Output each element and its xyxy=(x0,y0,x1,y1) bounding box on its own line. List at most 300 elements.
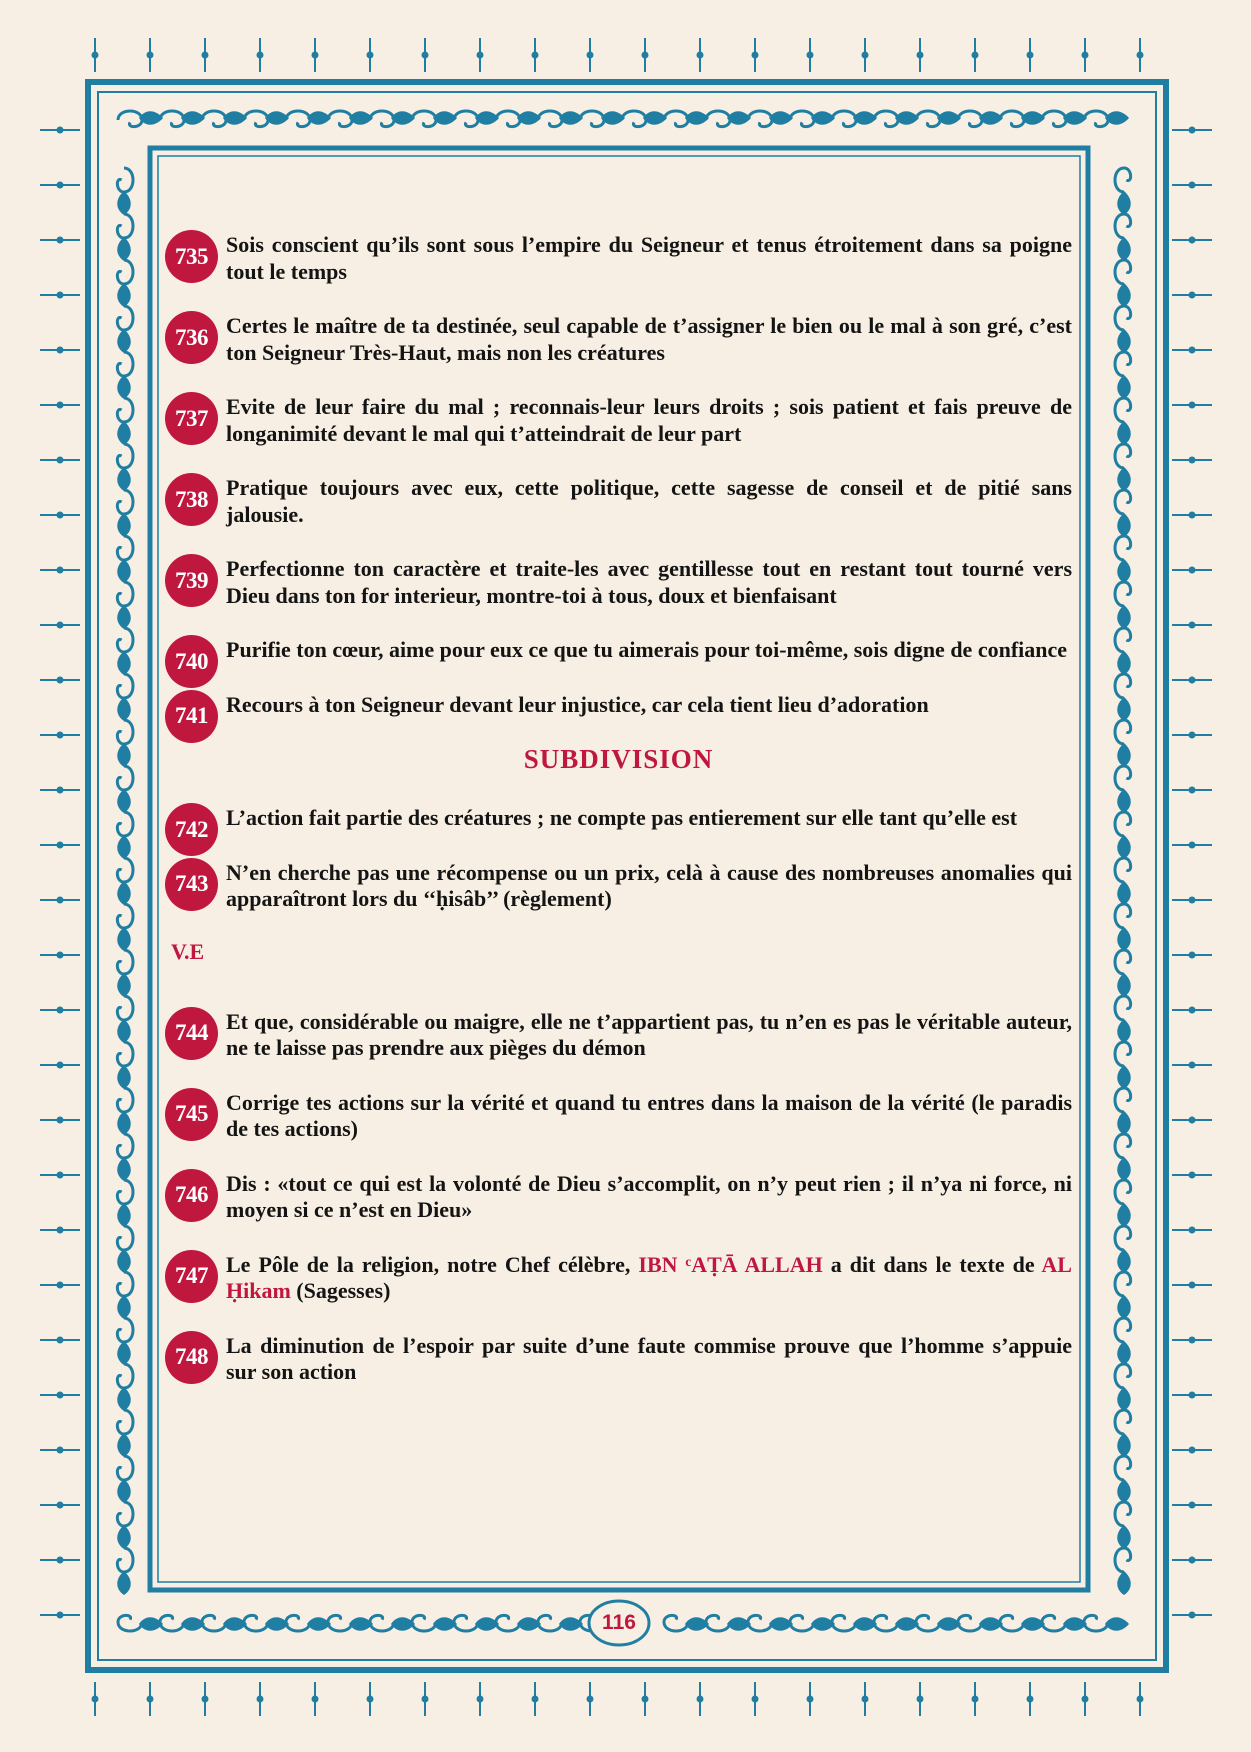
page-number: 116 xyxy=(602,1611,636,1634)
left-margin-tick-dot xyxy=(57,1447,63,1453)
left-scroll-leaf xyxy=(117,1525,131,1549)
left-scroll-curl xyxy=(117,1318,133,1342)
right-scroll-leaf xyxy=(1117,697,1131,721)
left-scroll-leaf xyxy=(117,1295,131,1319)
bottom-margin-tick-dot xyxy=(312,1696,318,1702)
right-scroll-curl xyxy=(1115,1134,1131,1158)
entry-text xyxy=(226,473,1072,528)
left-scroll-curl xyxy=(117,444,133,468)
bottom-scroll-curl xyxy=(664,1615,688,1631)
left-scroll-curl xyxy=(117,1272,133,1296)
bottom-scroll-curl xyxy=(496,1615,520,1631)
top-scroll-curl xyxy=(286,111,310,127)
left-scroll-leaf xyxy=(117,1203,131,1227)
right-margin-tick-dot xyxy=(1189,1392,1195,1398)
bottom-margin-tick-dot xyxy=(202,1696,208,1702)
bottom-scroll-curl xyxy=(328,1615,352,1631)
right-scroll-leaf xyxy=(1117,1525,1131,1549)
top-scroll-curl xyxy=(328,111,352,127)
top-margin-tick-dot xyxy=(697,52,703,58)
bottom-scroll-curl xyxy=(1042,1615,1066,1631)
text-run: N’en cherche pas une récompense ou un prix, celà à cause des nombreuses anomalies qui apparaîtront lors du ‘‘ḥisâb’’ (règlement) xyxy=(226,859,1072,911)
right-scroll-leaf xyxy=(1117,1203,1131,1227)
top-scroll-curl xyxy=(160,111,184,127)
left-margin-tick-dot xyxy=(57,1502,63,1508)
right-scroll-curl xyxy=(1115,1180,1131,1204)
left-scroll-curl xyxy=(117,628,133,652)
text-run: Sois conscient qu’ils sont sous l’empire du Seigneur et tenus étroitement dans sa poigne tout le temps xyxy=(226,232,1072,284)
right-margin-tick-dot xyxy=(1189,1172,1195,1178)
right-scroll-curl xyxy=(1115,628,1131,652)
entry-number-badge: 737 xyxy=(165,392,218,445)
left-margin-tick-dot xyxy=(57,567,63,573)
right-margin-tick-dot xyxy=(1189,787,1195,793)
left-scroll-leaf xyxy=(117,467,131,491)
left-scroll-curl xyxy=(117,858,133,882)
right-scroll-leaf xyxy=(1117,1295,1131,1319)
right-scroll-curl xyxy=(1115,1272,1131,1296)
right-scroll-leaf xyxy=(1117,375,1131,399)
maxim-entry xyxy=(165,311,1072,366)
text-run: Certes le maître de ta destinée, seul capable de t’assigner le bien ou le mal à son gré, c’est ton Seigneur Très-Haut, mais non les créatures xyxy=(226,313,1072,365)
entries-group-a xyxy=(165,230,1072,728)
maxim-entry xyxy=(165,858,1072,913)
top-margin-tick-dot xyxy=(972,52,978,58)
left-scroll-leaf xyxy=(117,1571,131,1595)
top-margin-tick-dot xyxy=(1027,52,1033,58)
left-scroll-curl xyxy=(117,950,133,974)
right-margin-tick-dot xyxy=(1189,347,1195,353)
entry-text xyxy=(226,1169,1072,1224)
right-scroll-curl xyxy=(1115,398,1131,422)
top-scroll-curl xyxy=(496,111,520,127)
top-margin-tick-dot xyxy=(202,52,208,58)
right-scroll-leaf xyxy=(1117,927,1131,951)
right-scroll-curl xyxy=(1115,536,1131,560)
right-scroll-leaf xyxy=(1117,1249,1131,1273)
entry-number-badge: 742 xyxy=(165,803,218,856)
right-scroll-leaf xyxy=(1117,1387,1131,1411)
bottom-scroll-curl xyxy=(412,1615,436,1631)
left-scroll-curl xyxy=(117,168,133,192)
right-scroll-leaf xyxy=(1117,881,1131,905)
top-margin-tick-dot xyxy=(367,52,373,58)
left-scroll-leaf xyxy=(117,329,131,353)
left-scroll-leaf xyxy=(117,1433,131,1457)
left-scroll-curl xyxy=(117,582,133,606)
right-scroll-curl xyxy=(1115,812,1131,836)
left-margin-tick-dot xyxy=(57,787,63,793)
left-scroll-leaf xyxy=(117,881,131,905)
left-margin-tick-dot xyxy=(57,347,63,353)
left-scroll-curl xyxy=(117,1502,133,1526)
top-margin-tick-dot xyxy=(862,52,868,58)
right-scroll-curl xyxy=(1115,260,1131,284)
top-margin-tick-dot xyxy=(257,52,263,58)
left-scroll-curl xyxy=(117,1088,133,1112)
bottom-margin-tick-dot xyxy=(587,1696,593,1702)
bottom-scroll-curl xyxy=(958,1615,982,1631)
entry-text xyxy=(226,392,1072,447)
highlighted-name: IBN ᶜAṬĀ ALLAH xyxy=(638,1251,823,1277)
entry-text xyxy=(226,554,1072,609)
left-scroll-curl xyxy=(117,1456,133,1480)
left-margin-tick-dot xyxy=(57,897,63,903)
left-scroll-leaf xyxy=(117,237,131,261)
left-scroll-leaf xyxy=(117,283,131,307)
right-margin-tick-dot xyxy=(1189,1062,1195,1068)
top-scroll-curl xyxy=(874,111,898,127)
left-scroll-leaf xyxy=(117,605,131,629)
left-margin-tick-dot xyxy=(57,952,63,958)
right-scroll-curl xyxy=(1115,1042,1131,1066)
left-margin-tick-dot xyxy=(57,1392,63,1398)
bottom-margin-tick-dot xyxy=(1082,1696,1088,1702)
left-scroll-curl xyxy=(117,812,133,836)
right-margin-tick-dot xyxy=(1189,677,1195,683)
top-margin-tick-dot xyxy=(532,52,538,58)
right-margin-tick-dot xyxy=(1189,952,1195,958)
right-scroll-leaf xyxy=(1117,973,1131,997)
left-scroll-leaf xyxy=(117,743,131,767)
bottom-margin-tick-dot xyxy=(422,1696,428,1702)
right-margin-tick-dot xyxy=(1189,1337,1195,1343)
top-margin-tick-dot xyxy=(807,52,813,58)
left-scroll-curl xyxy=(117,1042,133,1066)
right-margin-tick-dot xyxy=(1189,237,1195,243)
maxim-entry xyxy=(165,635,1072,674)
entry-number-badge: 738 xyxy=(165,473,218,526)
top-scroll-curl xyxy=(790,111,814,127)
right-scroll-leaf xyxy=(1117,237,1131,261)
left-scroll-curl xyxy=(117,720,133,744)
entry-text xyxy=(226,1088,1072,1143)
right-scroll-curl xyxy=(1115,1502,1131,1526)
maxim-entry xyxy=(165,1088,1072,1143)
right-margin-tick-dot xyxy=(1189,1557,1195,1563)
maxim-entry xyxy=(165,1169,1072,1224)
top-scroll-curl xyxy=(202,111,226,127)
right-scroll-curl xyxy=(1115,1548,1131,1572)
top-scroll-curl xyxy=(664,111,688,127)
left-scroll-leaf xyxy=(117,651,131,675)
left-scroll-leaf xyxy=(117,927,131,951)
top-scroll-curl xyxy=(832,111,856,127)
left-margin-tick-dot xyxy=(57,292,63,298)
highlighted-name: AL Ḥikam xyxy=(226,1251,1072,1303)
right-margin-tick-dot xyxy=(1189,457,1195,463)
left-margin-tick-dot xyxy=(57,732,63,738)
right-margin-tick-dot xyxy=(1189,1117,1195,1123)
maxim-entry xyxy=(165,1250,1072,1305)
bottom-scroll-curl xyxy=(454,1615,478,1631)
top-margin-tick-dot xyxy=(642,52,648,58)
maxim-entry xyxy=(165,473,1072,528)
left-scroll-leaf xyxy=(117,1341,131,1365)
bottom-margin-tick-dot xyxy=(532,1696,538,1702)
right-scroll-curl xyxy=(1115,490,1131,514)
left-scroll-leaf xyxy=(117,973,131,997)
left-scroll-curl xyxy=(117,674,133,698)
right-scroll-leaf xyxy=(1117,191,1131,215)
text-run: Le Pôle de la religion, notre Chef célèbre, xyxy=(226,1251,639,1277)
right-scroll-leaf xyxy=(1117,1157,1131,1181)
left-scroll-leaf xyxy=(117,1065,131,1089)
text-run: Perfectionne ton caractère et traite-les avec gentillesse tout en restant tout tourné vers Dieu dans ton for interieur, montre-toi à tous, doux et bienfaisant xyxy=(226,556,1072,608)
left-scroll-curl xyxy=(117,1410,133,1434)
left-scroll-leaf xyxy=(117,421,131,445)
maxim-entry xyxy=(165,1007,1072,1062)
text-run: Recours à ton Seigneur devant leur injustice, car cela tient lieu d’adoration xyxy=(226,691,929,717)
right-scroll-curl xyxy=(1115,720,1131,744)
left-scroll-leaf xyxy=(117,697,131,721)
right-scroll-leaf xyxy=(1117,1479,1131,1503)
left-margin-tick-dot xyxy=(57,182,63,188)
entry-number-badge: 744 xyxy=(165,1007,218,1060)
top-margin-tick-dot xyxy=(917,52,923,58)
left-margin-tick-dot xyxy=(57,457,63,463)
maxim-entry xyxy=(165,392,1072,447)
left-scroll-curl xyxy=(117,352,133,376)
right-margin-tick-dot xyxy=(1189,182,1195,188)
left-margin-tick-dot xyxy=(57,1062,63,1068)
text-run: (Sagesses) xyxy=(290,1278,391,1303)
top-scroll-curl xyxy=(958,111,982,127)
left-scroll-leaf xyxy=(117,513,131,537)
right-scroll-leaf xyxy=(1117,1571,1131,1595)
left-scroll-leaf xyxy=(117,375,131,399)
right-margin-tick-dot xyxy=(1189,1282,1195,1288)
entry-text xyxy=(226,230,1072,285)
bottom-scroll-curl xyxy=(748,1615,772,1631)
entry-number-badge: 740 xyxy=(165,635,218,688)
right-scroll-curl xyxy=(1115,1226,1131,1250)
left-scroll-curl xyxy=(117,536,133,560)
entry-number-badge: 746 xyxy=(165,1169,218,1222)
left-scroll-curl xyxy=(117,1364,133,1388)
right-scroll-leaf xyxy=(1117,605,1131,629)
right-margin-tick-dot xyxy=(1189,622,1195,628)
left-scroll-curl xyxy=(117,766,133,790)
entry-text xyxy=(226,635,1072,664)
entry-text xyxy=(226,1007,1072,1062)
text-run: Evite de leur faire du mal ; reconnais-leur leurs droits ; sois patient et fais preuve de longanimité devant le mal qui t’atteindrait de leur part xyxy=(226,394,1072,446)
left-scroll-curl xyxy=(117,1548,133,1572)
bottom-scroll-curl xyxy=(118,1615,142,1631)
right-margin-tick-dot xyxy=(1189,1007,1195,1013)
top-margin-tick-dot xyxy=(422,52,428,58)
top-margin-tick-dot xyxy=(312,52,318,58)
right-scroll-leaf xyxy=(1117,283,1131,307)
entry-number-badge: 748 xyxy=(165,1331,218,1384)
right-scroll-curl xyxy=(1115,996,1131,1020)
left-scroll-leaf xyxy=(117,1249,131,1273)
top-margin-tick-dot xyxy=(752,52,758,58)
top-margin-tick-dot xyxy=(92,52,98,58)
top-margin-tick-dot xyxy=(1137,52,1143,58)
subdivision-heading: SUBDIVISION xyxy=(523,744,714,774)
left-margin-tick-dot xyxy=(57,402,63,408)
right-scroll-leaf xyxy=(1117,513,1131,537)
right-scroll-leaf xyxy=(1117,467,1131,491)
entry-text xyxy=(226,803,1072,832)
top-scroll-curl xyxy=(580,111,604,127)
right-scroll-curl xyxy=(1115,352,1131,376)
bottom-margin-tick-dot xyxy=(92,1696,98,1702)
right-margin-tick-dot xyxy=(1189,842,1195,848)
entry-text xyxy=(226,690,1072,719)
maxim-entry xyxy=(165,230,1072,285)
bottom-scroll-curl xyxy=(916,1615,940,1631)
bottom-margin-tick-dot xyxy=(477,1696,483,1702)
right-margin-tick-dot xyxy=(1189,1612,1195,1618)
entries-group-b xyxy=(165,803,1072,913)
entry-text xyxy=(226,1331,1072,1386)
right-scroll-leaf xyxy=(1117,559,1131,583)
maxim-entry xyxy=(165,554,1072,609)
right-scroll-curl xyxy=(1115,306,1131,330)
section-mark: V.E xyxy=(171,938,205,964)
top-margin-tick-dot xyxy=(147,52,153,58)
right-scroll-leaf xyxy=(1117,743,1131,767)
top-scroll-curl xyxy=(916,111,940,127)
top-scroll-curl xyxy=(454,111,478,127)
left-scroll-curl xyxy=(117,306,133,330)
right-scroll-curl xyxy=(1115,1456,1131,1480)
text-run: Et que, considérable ou maigre, elle ne t’appartient pas, tu n’en es pas le véritable auteur, ne te laisse pas prendre aux pièges du démon xyxy=(226,1008,1072,1060)
right-scroll-curl xyxy=(1115,1410,1131,1434)
left-margin-tick-dot xyxy=(57,1557,63,1563)
left-scroll-curl xyxy=(117,490,133,514)
right-margin-tick-dot xyxy=(1189,732,1195,738)
bottom-scroll-curl xyxy=(790,1615,814,1631)
right-margin-tick-dot xyxy=(1189,897,1195,903)
text-run: Dis : «tout ce qui est la volonté de Dieu s’accomplit, on n’y peut rien ; il n’ya ni force, ni moyen si ce n’est en Dieu» xyxy=(226,1170,1072,1222)
right-scroll-curl xyxy=(1115,582,1131,606)
left-margin-tick-dot xyxy=(57,1172,63,1178)
left-scroll-leaf xyxy=(117,835,131,859)
bottom-scroll-curl xyxy=(1000,1615,1024,1631)
left-scroll-curl xyxy=(117,996,133,1020)
right-scroll-leaf xyxy=(1117,789,1131,813)
left-scroll-leaf xyxy=(117,789,131,813)
left-scroll-curl xyxy=(117,214,133,238)
bottom-scroll-curl xyxy=(370,1615,394,1631)
bottom-margin-tick-dot xyxy=(1027,1696,1033,1702)
right-scroll-leaf xyxy=(1117,329,1131,353)
top-scroll-curl xyxy=(706,111,730,127)
bottom-scroll-curl xyxy=(286,1615,310,1631)
right-margin-tick-dot xyxy=(1189,292,1195,298)
right-margin-tick-dot xyxy=(1189,1502,1195,1508)
left-scroll-curl xyxy=(117,260,133,284)
left-margin-tick-dot xyxy=(57,622,63,628)
bottom-scroll-curl xyxy=(1084,1615,1108,1631)
left-scroll-curl xyxy=(117,1134,133,1158)
entry-number-badge: 739 xyxy=(165,554,218,607)
left-scroll-curl xyxy=(117,1226,133,1250)
text-run: Pratique toujours avec eux, cette politique, cette sagesse de conseil et de pitié sans jalousie. xyxy=(226,475,1072,527)
left-margin-tick-dot xyxy=(57,1007,63,1013)
right-margin-tick-dot xyxy=(1189,127,1195,133)
entry-text xyxy=(226,858,1072,913)
left-scroll-leaf xyxy=(117,1019,131,1043)
top-scroll-curl xyxy=(538,111,562,127)
left-margin-tick-dot xyxy=(57,677,63,683)
left-scroll-curl xyxy=(117,1180,133,1204)
top-margin-tick-dot xyxy=(587,52,593,58)
right-scroll-curl xyxy=(1115,168,1131,192)
entry-text xyxy=(226,1250,1072,1305)
top-scroll-curl xyxy=(1000,111,1024,127)
right-scroll-leaf xyxy=(1117,421,1131,445)
top-scroll-curl xyxy=(412,111,436,127)
text-run: Purifie ton cœur, aime pour eux ce que tu aimerais pour toi-même, sois digne de confiance xyxy=(226,637,1068,662)
top-scroll-curl xyxy=(1042,111,1066,127)
right-scroll-leaf xyxy=(1117,1433,1131,1457)
right-scroll-leaf xyxy=(1117,835,1131,859)
maxim-entry xyxy=(165,690,1072,728)
text-run: Corrige tes actions sur la vérité et quand tu entres dans la maison de la vérité (le paradis de tes actions) xyxy=(226,1089,1072,1141)
left-margin-tick-dot xyxy=(57,127,63,133)
top-scroll-curl xyxy=(748,111,772,127)
bottom-scroll-curl xyxy=(244,1615,268,1631)
right-scroll-curl xyxy=(1115,1318,1131,1342)
right-margin-tick-dot xyxy=(1189,567,1195,573)
maxim-entry xyxy=(165,803,1072,842)
bottom-margin-tick-dot xyxy=(147,1696,153,1702)
right-scroll-curl xyxy=(1115,766,1131,790)
bottom-margin-tick-dot xyxy=(752,1696,758,1702)
left-scroll-leaf xyxy=(117,1479,131,1503)
top-scroll-curl xyxy=(1084,111,1108,127)
right-scroll-curl xyxy=(1115,858,1131,882)
entries-group-c xyxy=(165,1007,1072,1386)
entry-number-badge: 741 xyxy=(165,690,218,743)
top-scroll-curl xyxy=(244,111,268,127)
bottom-scroll-curl xyxy=(706,1615,730,1631)
right-margin-tick-dot xyxy=(1189,1447,1195,1453)
bottom-margin-tick-dot xyxy=(367,1696,373,1702)
entry-number-badge: 747 xyxy=(165,1250,218,1303)
right-scroll-leaf xyxy=(1117,1065,1131,1089)
left-margin-tick-dot xyxy=(57,512,63,518)
bottom-margin-tick-dot xyxy=(257,1696,263,1702)
left-scroll-leaf xyxy=(117,1387,131,1411)
bottom-margin-tick-dot xyxy=(972,1696,978,1702)
right-scroll-curl xyxy=(1115,444,1131,468)
right-scroll-leaf xyxy=(1117,651,1131,675)
left-margin-tick-dot xyxy=(57,842,63,848)
right-margin-tick-dot xyxy=(1189,402,1195,408)
bottom-margin-tick-dot xyxy=(917,1696,923,1702)
maxim-entry xyxy=(165,1331,1072,1386)
bottom-scroll-curl xyxy=(832,1615,856,1631)
left-margin-tick-dot xyxy=(57,1117,63,1123)
entry-number-badge: 735 xyxy=(165,230,218,283)
left-scroll-leaf xyxy=(117,191,131,215)
text-run: a dit dans le texte de xyxy=(822,1251,1042,1277)
bottom-margin-tick-dot xyxy=(862,1696,868,1702)
bottom-scroll-curl xyxy=(874,1615,898,1631)
top-scroll-curl xyxy=(118,111,142,127)
left-scroll-curl xyxy=(117,398,133,422)
right-scroll-curl xyxy=(1115,1088,1131,1112)
left-margin-tick-dot xyxy=(57,1282,63,1288)
right-margin-tick-dot xyxy=(1189,512,1195,518)
bottom-margin-tick-dot xyxy=(807,1696,813,1702)
left-margin-tick-dot xyxy=(57,1337,63,1343)
